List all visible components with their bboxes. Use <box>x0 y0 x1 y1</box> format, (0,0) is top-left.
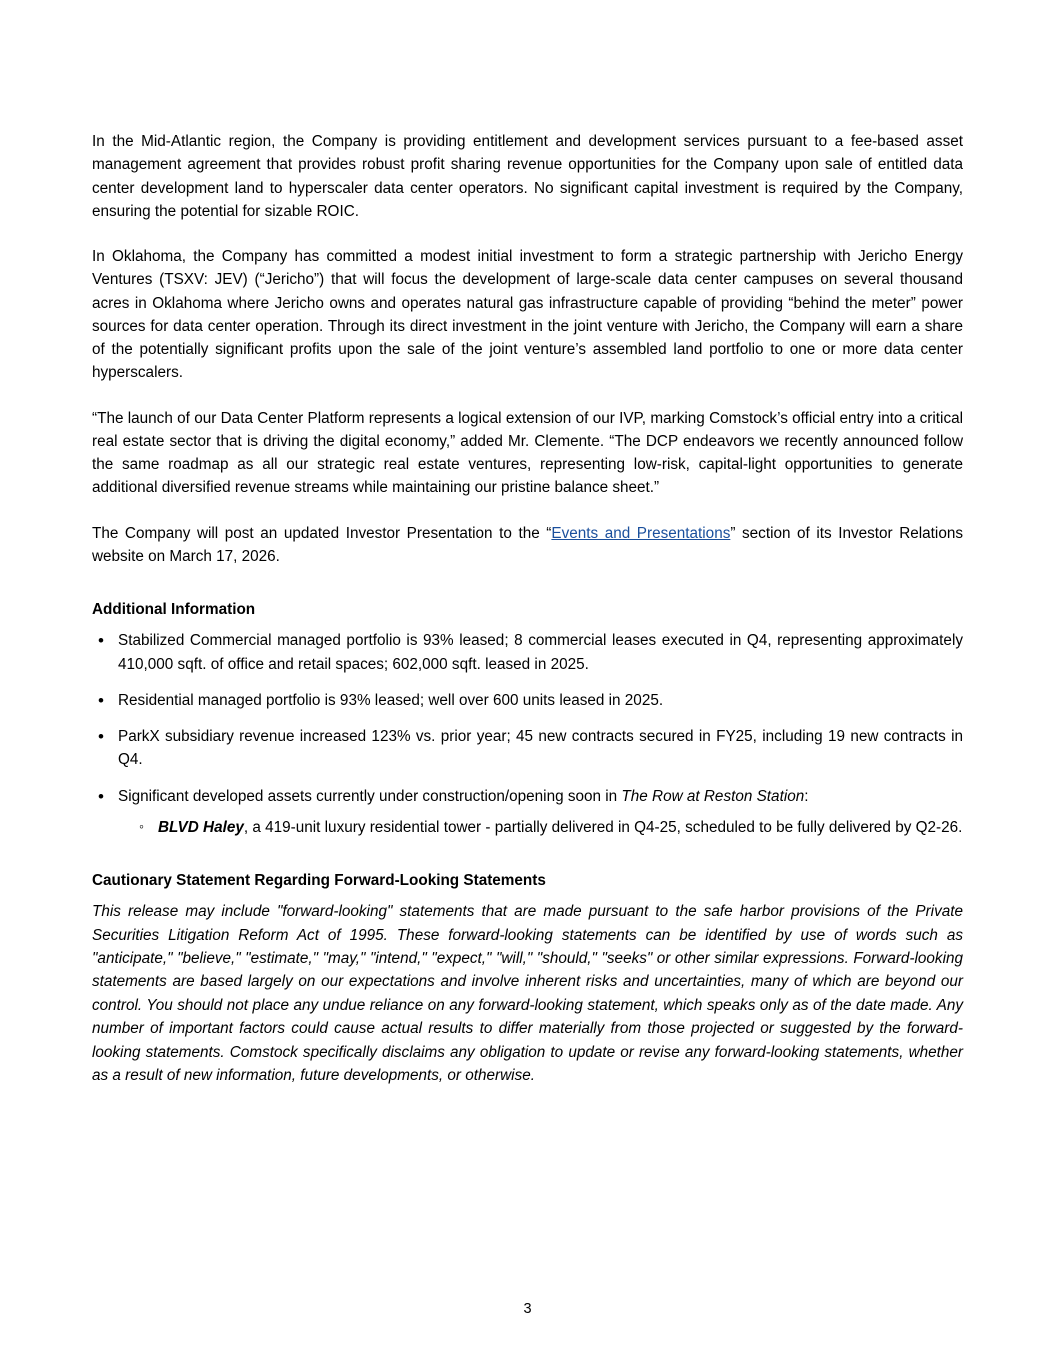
list-item: • ParkX subsidiary revenue increased 123% vs. prior year; 45 new contracts secured in FY25, including 19 new contracts in Q4. <box>92 725 963 772</box>
construction-text-after: : <box>804 787 809 805</box>
investor-presentation-text-before: The Company will post an updated Investor Presentation to the “ <box>92 524 552 542</box>
paragraph-oklahoma: In Oklahoma, the Company has committed a modest initial investment to form a strategic partnership with Jericho Energy Ventures (TSXV: JEV) (“Jericho”) that will focus the development of large-scale data center campuses on several thousand acres in Oklahoma where Jericho owns and operates natural gas infrastructure capable of providing “behind the meter” power sources for data center operation. Through its direct investment in the joint venture with Jericho, the Company will earn a share of the potentially significant profits upon the sale of the joint venture’s assembled land portfolio to one or more data center hyperscalers. <box>92 248 963 382</box>
paragraph-investor-presentation <box>92 522 963 569</box>
construction-project-name: The Row at Reston Station <box>621 787 805 805</box>
additional-information-heading: Additional Information <box>92 601 256 618</box>
paragraph-mid-atlantic: In the Mid-Atlantic region, the Company is providing entitlement and development services pursuant to a fee-based asset management agreement that provides robust profit sharing revenue opportunities for the Company upon sale of entitled data center development land to hyperscaler data center operators. No significant capital investment is required by the Company, ensuring the potential for sizable ROIC. <box>92 133 963 220</box>
page-number: 3 <box>523 1301 532 1317</box>
additional-information-list <box>92 629 963 839</box>
list-item: • Stabilized Commercial managed portfolio is 93% leased; 8 commercial leases executed in Q4, representing approximately 410,000 sqft. of office and retail spaces; 602,000 sqft. leased in 2025. <box>92 629 963 676</box>
construction-sub-list <box>118 816 963 839</box>
list-item-construction <box>92 785 963 840</box>
cautionary-statement-heading: Cautionary Statement Regarding Forward-Looking Statements <box>92 872 546 889</box>
paragraph-quote-clemente: “The launch of our Data Center Platform represents a logical extension of our IVP, marking Comstock’s official entry into a critical real estate sector that is driving the digital economy,” added Mr. Clemente. “The DCP endeavors we recently announced follow the same roadmap as all our strategic real estate ventures, representing low-risk, capital-light opportunities to generate additional diversified revenue streams while maintaining our pristine balance sheet.” <box>92 409 963 497</box>
list-item: • Residential managed portfolio is 93% leased; well over 600 units leased in 2025. <box>92 689 963 712</box>
construction-text-before: Significant developed assets currently under construction/opening soon in <box>118 787 622 805</box>
cautionary-statement-body: This release may include "forward-looking" statements that are made pursuant to the safe harbor provisions of the Private Securities Litigation Reform Act of 1995. These forward-looking statements can be identified by use of words such as "anticipate," "believe," "estimate," "may," "intend," "expect," "will," "should," "seeks" or other similar expressions. Forward-looking statements are based largely on our expectations and involve inherent risks and uncertainties, many of which are beyond our control. You should not place any undue reliance on any forward-looking statement, which speaks only as of the date made. Any number of important factors could cause actual results to differ materially from those projected or suggested by the forward-looking statements. Comstock specifically disclaims any obligation to update or revise any forward-looking statements, whether as a result of new information, future developments, or otherwise. <box>92 903 963 1084</box>
sub-list-item <box>118 816 963 839</box>
blvd-haley-description: , a 419-unit luxury residential tower - partially delivered in Q4-25, scheduled to be fully delivered by Q2-26. <box>243 818 963 836</box>
document-body <box>92 130 963 1087</box>
events-and-presentations-link[interactable]: Events and Presentations <box>551 524 731 542</box>
blvd-haley-name: BLVD Haley <box>158 818 244 836</box>
investor-presentation-text-after: ” section of its Investor Relations website on March 17, 2026. <box>92 524 963 565</box>
